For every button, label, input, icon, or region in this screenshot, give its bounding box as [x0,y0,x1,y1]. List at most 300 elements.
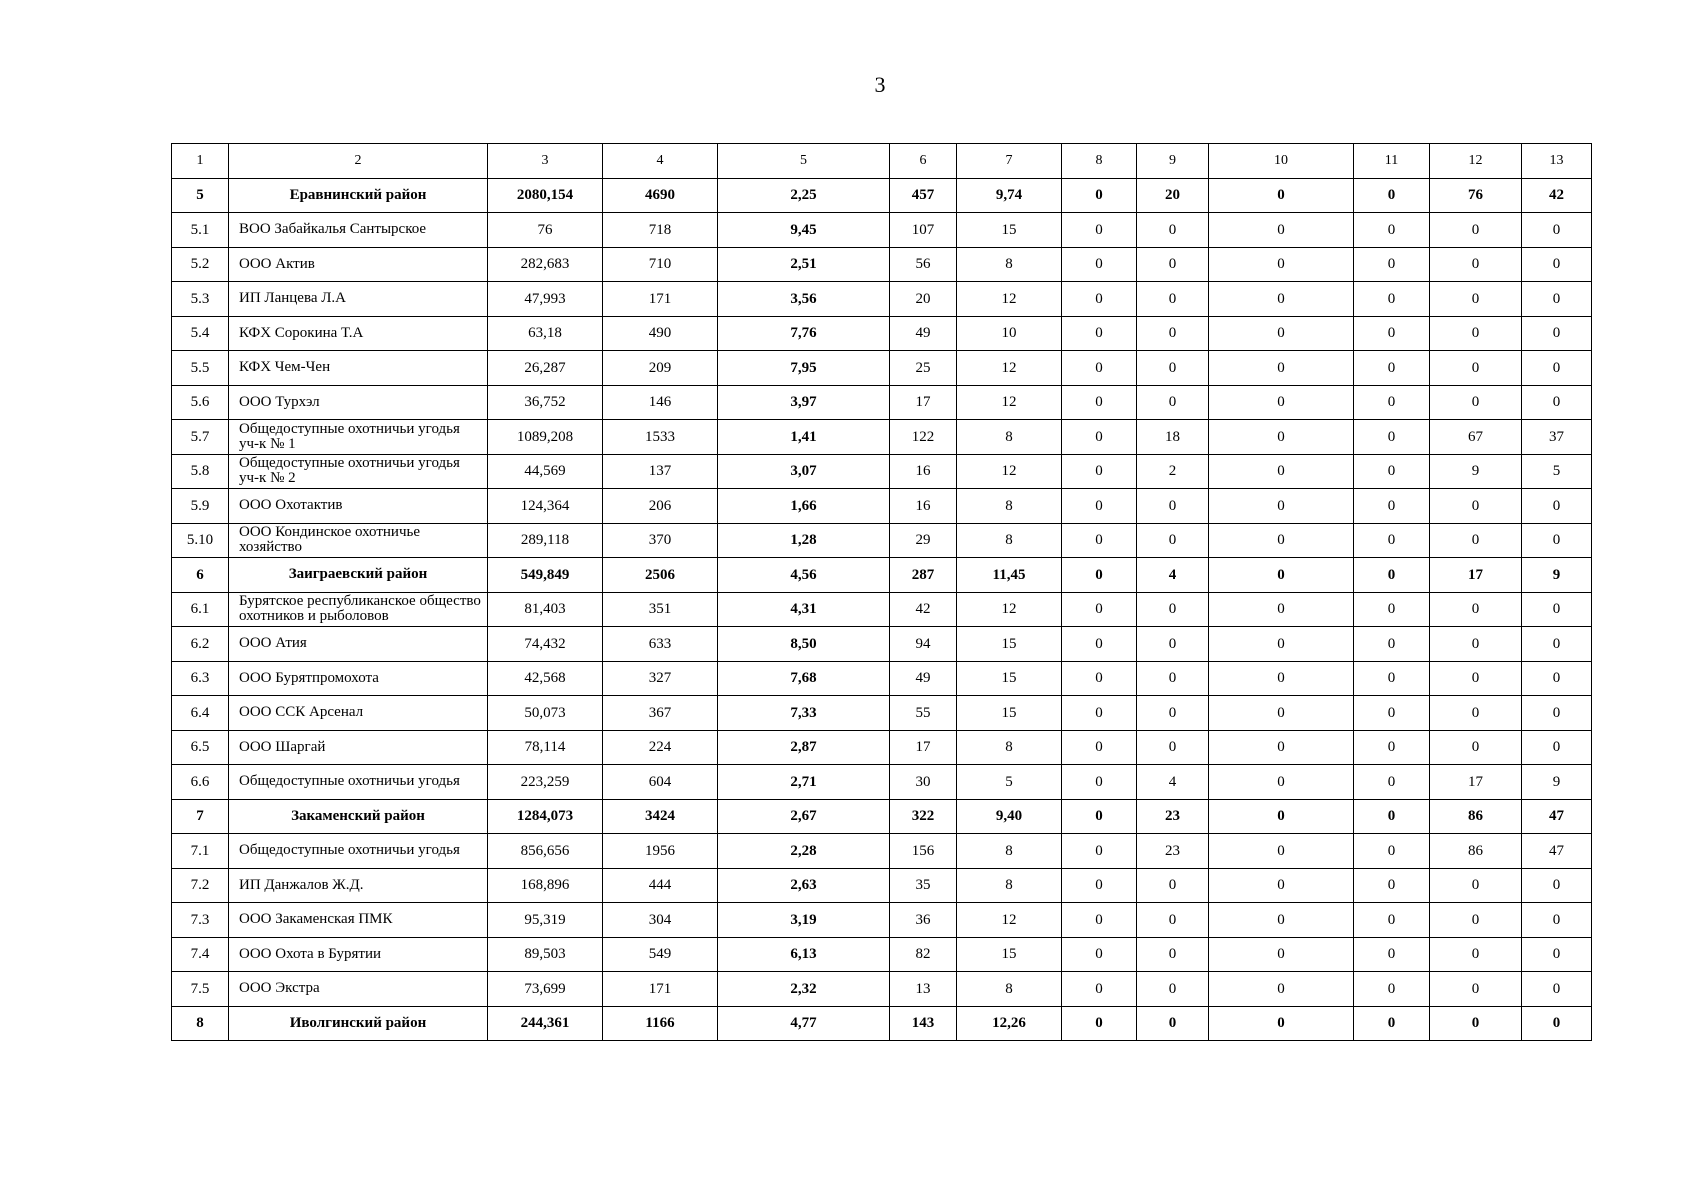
value-cell: 17 [890,730,957,765]
organization-name-cell: ООО Закаменская ПМК [229,903,488,938]
column-header: 11 [1354,144,1430,179]
value-cell: 0 [1430,730,1522,765]
value-cell: 0 [1354,627,1430,662]
value-cell: 0 [1062,937,1137,972]
value-cell: 17 [1430,558,1522,593]
value-cell: 67 [1430,420,1522,455]
column-header: 5 [718,144,890,179]
value-cell: 0 [1137,661,1209,696]
value-cell: 0 [1209,316,1354,351]
value-cell: 0 [1430,592,1522,627]
value-cell: 0 [1522,627,1592,662]
value-cell: 0 [1430,1006,1522,1041]
value-cell: 2,32 [718,972,890,1007]
table-row [172,385,1592,420]
row-number-cell: 5.4 [172,316,229,351]
row-number-cell: 5.10 [172,523,229,558]
row-number-cell: 8 [172,1006,229,1041]
value-cell: 0 [1354,178,1430,213]
organization-name-cell: Общедоступные охотничьи угодья [229,765,488,800]
value-cell: 2 [1137,454,1209,489]
value-cell: 4,77 [718,1006,890,1041]
organization-name-cell: ООО Бурятпромохота [229,661,488,696]
value-cell: 0 [1430,282,1522,317]
value-cell: 12 [957,282,1062,317]
column-header: 9 [1137,144,1209,179]
row-number-cell: 7.2 [172,868,229,903]
table-row [172,213,1592,248]
value-cell: 0 [1430,937,1522,972]
value-cell: 17 [890,385,957,420]
value-cell: 0 [1209,213,1354,248]
value-cell: 322 [890,799,957,834]
value-cell: 0 [1062,385,1137,420]
row-number-cell: 6.3 [172,661,229,696]
organization-name-cell: ООО Атия [229,627,488,662]
value-cell: 156 [890,834,957,869]
value-cell: 0 [1137,972,1209,1007]
value-cell: 0 [1354,903,1430,938]
row-number-cell: 6.5 [172,730,229,765]
value-cell: 25 [890,351,957,386]
table-row [172,316,1592,351]
value-cell: 47,993 [488,282,603,317]
value-cell: 2,87 [718,730,890,765]
value-cell: 36 [890,903,957,938]
value-cell: 12 [957,351,1062,386]
table-row [172,454,1592,489]
value-cell: 0 [1062,454,1137,489]
value-cell: 0 [1354,592,1430,627]
column-header: 8 [1062,144,1137,179]
data-table [171,143,1592,1041]
value-cell: 0 [1522,1006,1592,1041]
value-cell: 0 [1430,247,1522,282]
value-cell: 327 [603,661,718,696]
value-cell: 490 [603,316,718,351]
value-cell: 56 [890,247,957,282]
value-cell: 0 [1209,247,1354,282]
value-cell: 124,364 [488,489,603,524]
value-cell: 17 [1430,765,1522,800]
value-cell: 0 [1354,972,1430,1007]
value-cell: 0 [1209,627,1354,662]
organization-name-cell: ООО ССК Арсенал [229,696,488,731]
value-cell: 8 [957,730,1062,765]
value-cell: 2080,154 [488,178,603,213]
value-cell: 0 [1430,696,1522,731]
table-row [172,592,1592,627]
value-cell: 86 [1430,834,1522,869]
value-cell: 81,403 [488,592,603,627]
value-cell: 9,74 [957,178,1062,213]
district-row [172,1006,1592,1041]
value-cell: 0 [1062,765,1137,800]
value-cell: 30 [890,765,957,800]
value-cell: 0 [1354,385,1430,420]
value-cell: 137 [603,454,718,489]
value-cell: 633 [603,627,718,662]
value-cell: 3,56 [718,282,890,317]
value-cell: 224 [603,730,718,765]
value-cell: 0 [1137,523,1209,558]
row-number-cell: 6.2 [172,627,229,662]
table-row [172,523,1592,558]
value-cell: 42 [890,592,957,627]
table-row [172,627,1592,662]
row-number-cell: 5.2 [172,247,229,282]
value-cell: 0 [1209,385,1354,420]
value-cell: 0 [1522,696,1592,731]
value-cell: 1284,073 [488,799,603,834]
value-cell: 0 [1522,316,1592,351]
row-number-cell: 6.6 [172,765,229,800]
value-cell: 74,432 [488,627,603,662]
value-cell: 0 [1062,627,1137,662]
column-number-row [172,144,1592,179]
value-cell: 9 [1522,558,1592,593]
value-cell: 0 [1430,351,1522,386]
organization-name-cell: ООО Шаргай [229,730,488,765]
value-cell: 8 [957,420,1062,455]
table-row [172,489,1592,524]
value-cell: 0 [1354,661,1430,696]
value-cell: 0 [1354,696,1430,731]
value-cell: 0 [1430,385,1522,420]
value-cell: 0 [1062,489,1137,524]
organization-name-cell: ООО Охота в Бурятии [229,937,488,972]
value-cell: 0 [1354,1006,1430,1041]
value-cell: 0 [1209,834,1354,869]
value-cell: 168,896 [488,868,603,903]
district-row [172,799,1592,834]
row-number-cell: 5.6 [172,385,229,420]
value-cell: 15 [957,661,1062,696]
organization-name-cell: КФХ Чем-Чен [229,351,488,386]
value-cell: 146 [603,385,718,420]
value-cell: 26,287 [488,351,603,386]
value-cell: 8 [957,834,1062,869]
table-row [172,696,1592,731]
value-cell: 76 [1430,178,1522,213]
value-cell: 12 [957,454,1062,489]
row-number-cell: 5.5 [172,351,229,386]
value-cell: 244,361 [488,1006,603,1041]
value-cell: 0 [1209,523,1354,558]
value-cell: 37 [1522,420,1592,455]
value-cell: 42 [1522,178,1592,213]
value-cell: 7,76 [718,316,890,351]
value-cell: 76 [488,213,603,248]
value-cell: 0 [1522,213,1592,248]
row-number-cell: 5.7 [172,420,229,455]
value-cell: 0 [1354,316,1430,351]
value-cell: 0 [1062,1006,1137,1041]
value-cell: 367 [603,696,718,731]
value-cell: 0 [1062,523,1137,558]
value-cell: 1166 [603,1006,718,1041]
value-cell: 0 [1522,351,1592,386]
value-cell: 15 [957,627,1062,662]
value-cell: 171 [603,282,718,317]
value-cell: 0 [1354,282,1430,317]
column-header: 2 [229,144,488,179]
value-cell: 0 [1430,523,1522,558]
value-cell: 0 [1354,558,1430,593]
column-header: 3 [488,144,603,179]
value-cell: 0 [1209,868,1354,903]
value-cell: 9 [1522,765,1592,800]
table-row [172,420,1592,455]
value-cell: 95,319 [488,903,603,938]
value-cell: 4 [1137,765,1209,800]
value-cell: 6,13 [718,937,890,972]
value-cell: 11,45 [957,558,1062,593]
value-cell: 370 [603,523,718,558]
value-cell: 0 [1137,385,1209,420]
column-header: 1 [172,144,229,179]
table-row [172,730,1592,765]
value-cell: 0 [1062,592,1137,627]
value-cell: 82 [890,937,957,972]
value-cell: 0 [1354,247,1430,282]
value-cell: 209 [603,351,718,386]
value-cell: 1,28 [718,523,890,558]
value-cell: 0 [1137,592,1209,627]
row-number-cell: 6 [172,558,229,593]
value-cell: 47 [1522,834,1592,869]
value-cell: 0 [1062,799,1137,834]
value-cell: 4 [1137,558,1209,593]
district-name-cell: Заиграевский район [229,558,488,593]
value-cell: 0 [1522,972,1592,1007]
value-cell: 0 [1137,282,1209,317]
value-cell: 0 [1062,834,1137,869]
value-cell: 0 [1209,937,1354,972]
value-cell: 0 [1209,903,1354,938]
value-cell: 0 [1430,316,1522,351]
value-cell: 0 [1209,799,1354,834]
value-cell: 0 [1062,213,1137,248]
district-name-cell: Закаменский район [229,799,488,834]
value-cell: 3,19 [718,903,890,938]
table-row [172,282,1592,317]
value-cell: 0 [1430,903,1522,938]
value-cell: 0 [1522,592,1592,627]
column-header: 10 [1209,144,1354,179]
value-cell: 122 [890,420,957,455]
value-cell: 0 [1522,730,1592,765]
value-cell: 23 [1137,799,1209,834]
value-cell: 16 [890,454,957,489]
value-cell: 50,073 [488,696,603,731]
value-cell: 63,18 [488,316,603,351]
value-cell: 0 [1430,868,1522,903]
value-cell: 12 [957,385,1062,420]
value-cell: 0 [1209,420,1354,455]
value-cell: 0 [1209,282,1354,317]
value-cell: 2,63 [718,868,890,903]
value-cell: 143 [890,1006,957,1041]
row-number-cell: 7.1 [172,834,229,869]
value-cell: 7,95 [718,351,890,386]
value-cell: 5 [957,765,1062,800]
value-cell: 55 [890,696,957,731]
organization-name-cell: Общедоступные охотничьи угодья [229,834,488,869]
value-cell: 9,45 [718,213,890,248]
value-cell: 0 [1522,523,1592,558]
value-cell: 0 [1522,661,1592,696]
value-cell: 8 [957,489,1062,524]
column-header: 12 [1430,144,1522,179]
value-cell: 0 [1209,1006,1354,1041]
table-row [172,972,1592,1007]
district-name-cell: Еравнинский район [229,178,488,213]
value-cell: 0 [1354,799,1430,834]
organization-name-cell: Общедоступные охотничьи угодья уч-к № 1 [229,420,488,455]
value-cell: 4,31 [718,592,890,627]
value-cell: 0 [1209,696,1354,731]
value-cell: 2,67 [718,799,890,834]
value-cell: 9 [1430,454,1522,489]
value-cell: 0 [1137,627,1209,662]
value-cell: 0 [1062,730,1137,765]
value-cell: 0 [1430,972,1522,1007]
value-cell: 12 [957,592,1062,627]
row-number-cell: 7.5 [172,972,229,1007]
organization-name-cell: Бурятское республиканское общество охотников и рыболовов [229,592,488,627]
value-cell: 549,849 [488,558,603,593]
value-cell: 0 [1430,627,1522,662]
value-cell: 4690 [603,178,718,213]
value-cell: 0 [1137,868,1209,903]
organization-name-cell: Общедоступные охотничьи угодья уч-к № 2 [229,454,488,489]
row-number-cell: 5.9 [172,489,229,524]
value-cell: 604 [603,765,718,800]
table-row [172,765,1592,800]
value-cell: 2506 [603,558,718,593]
value-cell: 0 [1209,592,1354,627]
value-cell: 0 [1209,972,1354,1007]
value-cell: 351 [603,592,718,627]
value-cell: 86 [1430,799,1522,834]
table-body [172,144,1592,1041]
value-cell: 2,71 [718,765,890,800]
organization-name-cell: ООО Актив [229,247,488,282]
value-cell: 0 [1209,489,1354,524]
value-cell: 0 [1354,868,1430,903]
value-cell: 0 [1522,282,1592,317]
value-cell: 47 [1522,799,1592,834]
row-number-cell: 6.1 [172,592,229,627]
row-number-cell: 5.8 [172,454,229,489]
value-cell: 0 [1137,903,1209,938]
organization-name-cell: ООО Экстра [229,972,488,1007]
value-cell: 0 [1354,937,1430,972]
value-cell: 23 [1137,834,1209,869]
value-cell: 0 [1137,1006,1209,1041]
value-cell: 42,568 [488,661,603,696]
value-cell: 0 [1137,351,1209,386]
organization-name-cell: ООО Турхэл [229,385,488,420]
value-cell: 12 [957,903,1062,938]
value-cell: 0 [1354,454,1430,489]
value-cell: 718 [603,213,718,248]
value-cell: 0 [1062,178,1137,213]
value-cell: 206 [603,489,718,524]
value-cell: 1533 [603,420,718,455]
value-cell: 0 [1522,868,1592,903]
value-cell: 49 [890,316,957,351]
row-number-cell: 7.3 [172,903,229,938]
value-cell: 0 [1062,558,1137,593]
value-cell: 0 [1430,213,1522,248]
value-cell: 13 [890,972,957,1007]
value-cell: 0 [1522,489,1592,524]
value-cell: 0 [1062,972,1137,1007]
value-cell: 304 [603,903,718,938]
value-cell: 89,503 [488,937,603,972]
value-cell: 44,569 [488,454,603,489]
value-cell: 0 [1062,661,1137,696]
value-cell: 1,66 [718,489,890,524]
column-header: 13 [1522,144,1592,179]
value-cell: 8 [957,247,1062,282]
row-number-cell: 5.3 [172,282,229,317]
value-cell: 0 [1209,765,1354,800]
value-cell: 0 [1137,937,1209,972]
table-row [172,247,1592,282]
value-cell: 0 [1137,213,1209,248]
value-cell: 444 [603,868,718,903]
value-cell: 5 [1522,454,1592,489]
table-row [172,834,1592,869]
value-cell: 0 [1354,420,1430,455]
value-cell: 0 [1522,903,1592,938]
value-cell: 35 [890,868,957,903]
value-cell: 0 [1354,351,1430,386]
value-cell: 73,699 [488,972,603,1007]
value-cell: 0 [1137,247,1209,282]
table-row [172,661,1592,696]
value-cell: 15 [957,696,1062,731]
value-cell: 0 [1354,213,1430,248]
value-cell: 1089,208 [488,420,603,455]
value-cell: 16 [890,489,957,524]
row-number-cell: 7.4 [172,937,229,972]
value-cell: 4,56 [718,558,890,593]
value-cell: 20 [1137,178,1209,213]
value-cell: 3424 [603,799,718,834]
organization-name-cell: ИП Ланцева Л.А [229,282,488,317]
value-cell: 8 [957,972,1062,1007]
value-cell: 9,40 [957,799,1062,834]
value-cell: 2,25 [718,178,890,213]
value-cell: 457 [890,178,957,213]
value-cell: 0 [1062,420,1137,455]
value-cell: 0 [1209,178,1354,213]
value-cell: 0 [1137,696,1209,731]
value-cell: 549 [603,937,718,972]
value-cell: 0 [1209,661,1354,696]
value-cell: 0 [1062,247,1137,282]
value-cell: 0 [1062,868,1137,903]
value-cell: 3,97 [718,385,890,420]
value-cell: 171 [603,972,718,1007]
value-cell: 0 [1209,351,1354,386]
row-number-cell: 5.1 [172,213,229,248]
value-cell: 710 [603,247,718,282]
